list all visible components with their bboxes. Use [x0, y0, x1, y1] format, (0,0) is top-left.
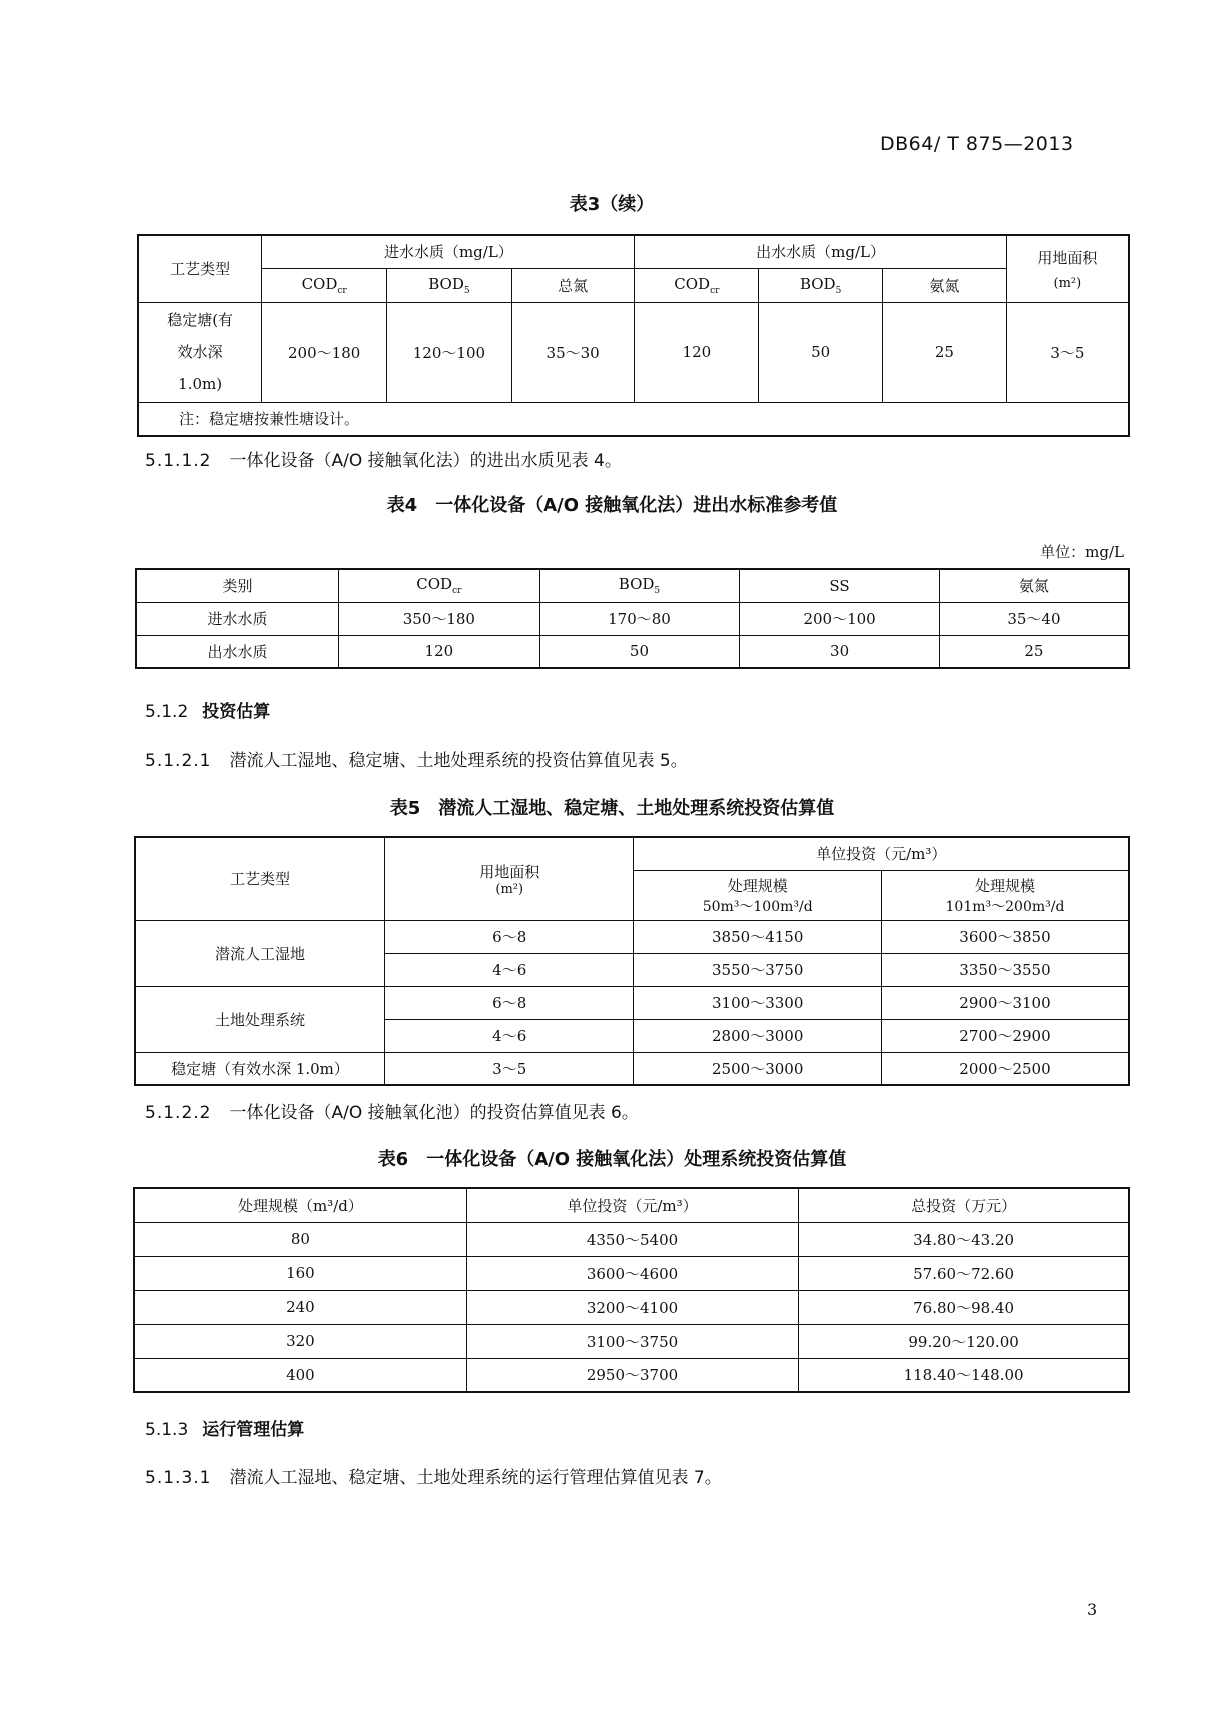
out-bod-cell: 50: [759, 302, 883, 402]
header-out-nh: 氨氮: [883, 268, 1007, 302]
table-row: [135, 920, 1129, 953]
in-tn-cell: 35～30: [511, 302, 635, 402]
table5-caption: 表5 潜流人工湿地、稳定塘、土地处理系统投资估算值: [389, 798, 835, 819]
out-cod-cell: 120: [635, 302, 759, 402]
table-row: [134, 1256, 1129, 1290]
section-5-1-2: 5.1.2 投资估算: [145, 702, 271, 722]
table-row: [134, 1290, 1129, 1324]
table5: [134, 836, 1130, 1086]
page-number: 3: [1087, 1600, 1098, 1619]
paragraph-5-1-1-2: 5.1.1.2 一体化设备（A/O 接触氧化法）的进出水质见表 4。: [145, 451, 622, 471]
header-in-bod: $BOD_5$: [387, 268, 512, 302]
section-5-1-3: 5.1.3 运行管理估算: [145, 1420, 305, 1440]
cell: 118.40～148.00: [799, 1358, 1129, 1392]
table4: [135, 568, 1130, 669]
area-cell: 3～5: [1006, 302, 1129, 402]
table6-caption: 表6 一体化设备（A/O 接触氧化法）处理系统投资估算值: [377, 1149, 847, 1170]
cell: 350～180: [339, 602, 540, 635]
cell: 2950～3700: [466, 1358, 798, 1392]
header-in-cod: $COD_{cr}$: [262, 268, 387, 302]
header-bod: $BOD_5$: [539, 569, 740, 602]
header-category: 类别: [136, 569, 339, 602]
cell: 170～80: [539, 602, 740, 635]
cell: 35～40: [939, 602, 1129, 635]
process-cell: 稳定塘(有 效水深 1.0m): [138, 302, 262, 402]
header-unit-invest: 单位投资（元/m³）: [634, 837, 1129, 870]
cell: 400: [134, 1358, 466, 1392]
table-row: [134, 1358, 1129, 1392]
cell: 76.80～98.40: [799, 1290, 1129, 1324]
cell: 240: [134, 1290, 466, 1324]
cell: 3550～3750: [634, 953, 882, 986]
cell: 4～6: [385, 953, 634, 986]
cell: 3350～3550: [881, 953, 1129, 986]
header-process-type: 工艺类型: [138, 235, 262, 302]
header-scale-b: 处理规模 101m³～200m³/d: [881, 870, 1129, 920]
paragraph-5-1-2-1: 5.1.2.1 潜流人工湿地、稳定塘、土地处理系统的投资估算值见表 5。: [145, 751, 688, 771]
table-row: [136, 635, 1129, 668]
header-land-area: [1006, 235, 1129, 302]
cell: 34.80～43.20: [799, 1222, 1129, 1256]
header-unit-invest: 单位投资（元/m³）: [466, 1188, 798, 1222]
cell: 出水水质: [136, 635, 339, 668]
land-area-unit: (m²): [1053, 275, 1082, 291]
cell: 3100～3750: [466, 1324, 798, 1358]
table3: [137, 234, 1130, 437]
out-nh-cell: 25: [883, 302, 1007, 402]
table3-note: 注：稳定塘按兼性塘设计。: [138, 402, 1129, 436]
table3-caption: 表3（续）: [569, 194, 655, 215]
group-name: 土地处理系统: [135, 986, 385, 1052]
paragraph-5-1-2-2: 5.1.2.2 一体化设备（A/O 接触氧化池）的投资估算值见表 6。: [145, 1103, 639, 1123]
table4-caption: 表4 一体化设备（A/O 接触氧化法）进出水标准参考值: [386, 495, 838, 516]
cell: 2000～2500: [881, 1052, 1129, 1085]
group-name: 稳定塘（有效水深 1.0m）: [135, 1052, 385, 1085]
paragraph-5-1-3-1: 5.1.3.1 潜流人工湿地、稳定塘、土地处理系统的运行管理估算值见表 7。: [145, 1468, 722, 1488]
cell: 320: [134, 1324, 466, 1358]
header-land-area: 用地面积 (m²): [385, 837, 634, 920]
table4-unit: 单位：mg/L: [1040, 543, 1124, 561]
in-cod-cell: 200～180: [262, 302, 387, 402]
header-scale-a: 处理规模 50m³～100m³/d: [634, 870, 882, 920]
cell: 80: [134, 1222, 466, 1256]
cell: 2900～3100: [881, 986, 1129, 1019]
table6: [133, 1187, 1130, 1393]
cell: 4～6: [385, 1019, 634, 1052]
header-process-type: 工艺类型: [135, 837, 385, 920]
cell: 50: [539, 635, 740, 668]
header-out-bod: $BOD_5$: [759, 268, 883, 302]
table-row: [135, 986, 1129, 1019]
cell: 3200～4100: [466, 1290, 798, 1324]
cell: 57.60～72.60: [799, 1256, 1129, 1290]
cell: 6～8: [385, 986, 634, 1019]
table6-header-row: [134, 1188, 1129, 1222]
cell: 2500～3000: [634, 1052, 882, 1085]
header-effluent-group: 出水水质（mg/L）: [635, 235, 1006, 268]
header-influent-group: 进水水质（mg/L）: [262, 235, 635, 268]
table-row: [136, 602, 1129, 635]
land-area-label: 用地面积: [1037, 248, 1098, 267]
header-in-tn: 总氮: [511, 268, 635, 302]
cell: 3～5: [385, 1052, 634, 1085]
cell: 160: [134, 1256, 466, 1290]
table-row: [134, 1222, 1129, 1256]
cell: 6～8: [385, 920, 634, 953]
table-row: [135, 1052, 1129, 1085]
in-bod-cell: 120～100: [387, 302, 512, 402]
header-nh: 氨氮: [939, 569, 1129, 602]
cell: 3850～4150: [634, 920, 882, 953]
cell: 2700～2900: [881, 1019, 1129, 1052]
cell: 进水水质: [136, 602, 339, 635]
cell: 120: [339, 635, 540, 668]
header-total-invest: 总投资（万元）: [799, 1188, 1129, 1222]
cell: 30: [740, 635, 940, 668]
cell: 3600～3850: [881, 920, 1129, 953]
cell: 2800～3000: [634, 1019, 882, 1052]
header-cod: $COD_{cr}$: [339, 569, 540, 602]
header-scale: 处理规模（m³/d）: [134, 1188, 466, 1222]
table-row: [134, 1324, 1129, 1358]
cell: 200～100: [740, 602, 940, 635]
table4-header-row: [136, 569, 1129, 602]
cell: 4350～5400: [466, 1222, 798, 1256]
cell: 3100～3300: [634, 986, 882, 1019]
cell: 25: [939, 635, 1129, 668]
document-code: DB64/ T 875—2013: [880, 133, 1074, 155]
group-name: 潜流人工湿地: [135, 920, 385, 986]
cell: 3600～4600: [466, 1256, 798, 1290]
header-ss: SS: [740, 569, 940, 602]
cell: 99.20～120.00: [799, 1324, 1129, 1358]
header-out-cod: $COD_{cr}$: [635, 268, 759, 302]
table-row: [138, 302, 1129, 402]
